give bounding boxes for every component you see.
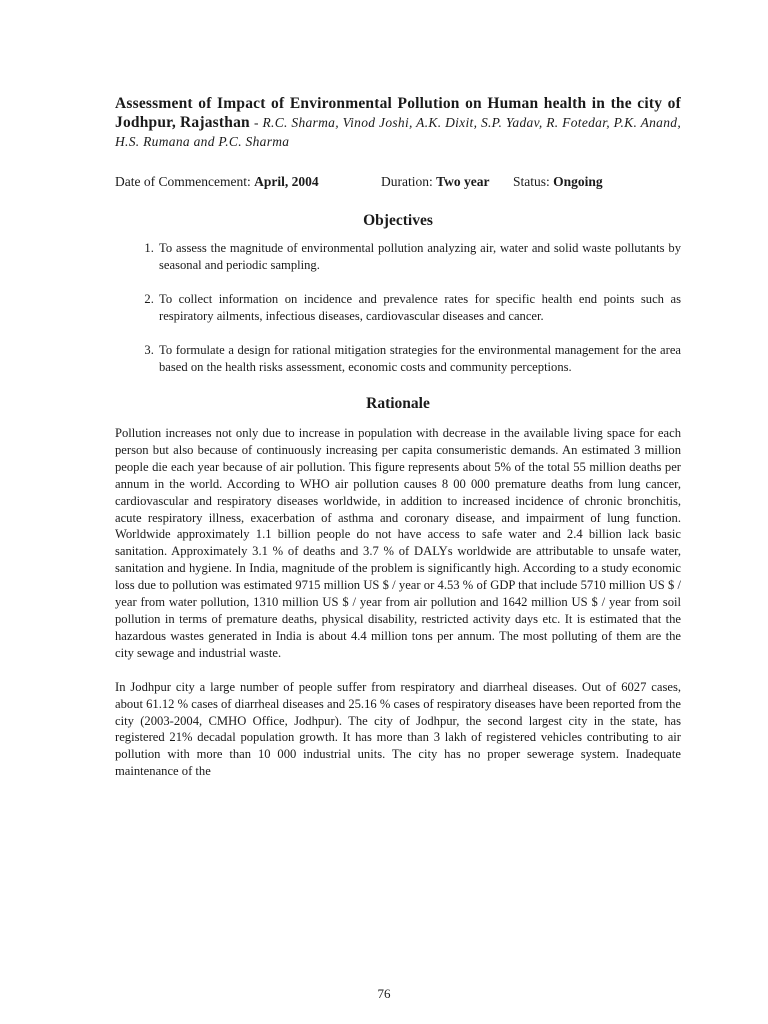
objective-item: 2. To collect information on incidence and prevalence rates for specific health end points such as respiratory ailments, infectious diseases, cardiovascular diseases and cancer. xyxy=(157,291,681,325)
commencement: Date of Commencement: April, 2004 xyxy=(115,174,319,189)
page-number: 76 xyxy=(377,986,391,1001)
duration: Duration: Two year xyxy=(381,174,490,189)
rationale-paragraph: Pollution increases not only due to increase in population with decrease in the available living space for each person but also because of continuously increasing per capita consumeristic demands. An estimated 3 million people die each year because of air pollution. This figure represents about 5% of the total 55 million deaths per annum in the world. According to WHO air pollution causes 8 00 000 premature deaths from lung cancer, cardiovascular and respiratory diseases worldwide, in addition to increased incidence of chronic bronchitis, acute respiratory illness, exacerbation of asthma and coronary disease, and impairment of lung function. Worldwide approximately 1.1 billion people do not have access to safe water and 2.4 billion lack basic sanitation. Approximately 3.1 % of deaths and 3.7 % of DALYs worldwide are attributable to unsafe water, sanitation and hygiene. In India, magnitude of the problem is significantly high. According to a study economic loss due to pollution was estimated 9715 million US $ / year or 4.53 % of GDP that include 5710 million US $ / year from water pollution, 1310 million US $ / year from air pollution and 1642 million US $ / year from soil pollution in terms of premature deaths, physical disability, restricted activity days etc. It is estimated that the hazardous wastes generated in India is about 4.4 million tons per annum. The most polluting of them are the city sewage and industrial waste. xyxy=(115,426,681,660)
objective-item: 1. To assess the magnitude of environmental pollution analyzing air, water and solid waste pollutants by seasonal and periodic sampling. xyxy=(157,240,681,274)
project-meta xyxy=(115,173,681,190)
objective-item: 3. To formulate a design for rational mitigation strategies for the environmental management for the area based on the health risks assessment, economic costs and community perceptions. xyxy=(157,342,681,376)
document-title xyxy=(115,94,681,151)
status: Status: Ongoing xyxy=(513,174,603,189)
authors: - R.C. Sharma, Vinod Joshi, A.K. Dixit, S.P. Yadav, R. Fotedar, P.K. Anand, H.S. Rumana and P.C. Sharma xyxy=(115,115,682,149)
objectives-heading: Objectives xyxy=(363,212,433,229)
document-page xyxy=(115,94,681,780)
objectives-list xyxy=(115,240,681,376)
rationale-paragraph: In Jodhpur city a large number of people suffer from respiratory and diarrheal diseases. Out of 6027 cases, about 61.12 % cases of diarrheal diseases and 25.16 % cases of respiratory diseases have been reported from the city (2003-2004, CMHO Office, Jodhpur). The city of Jodhpur, the second largest city in the state, has registered 21% decadal population growth. It has more than 3 lakh of registered vehicles contributing to air pollution with more than 10 000 industrial units. The city has no proper sewerage system. Inadequate maintenance of the xyxy=(115,679,681,779)
rationale-heading: Rationale xyxy=(366,395,430,412)
title-text: Assessment of Impact of Environmental Pollution on Human health in the city of Jodhpur, Rajasthan xyxy=(115,95,681,131)
